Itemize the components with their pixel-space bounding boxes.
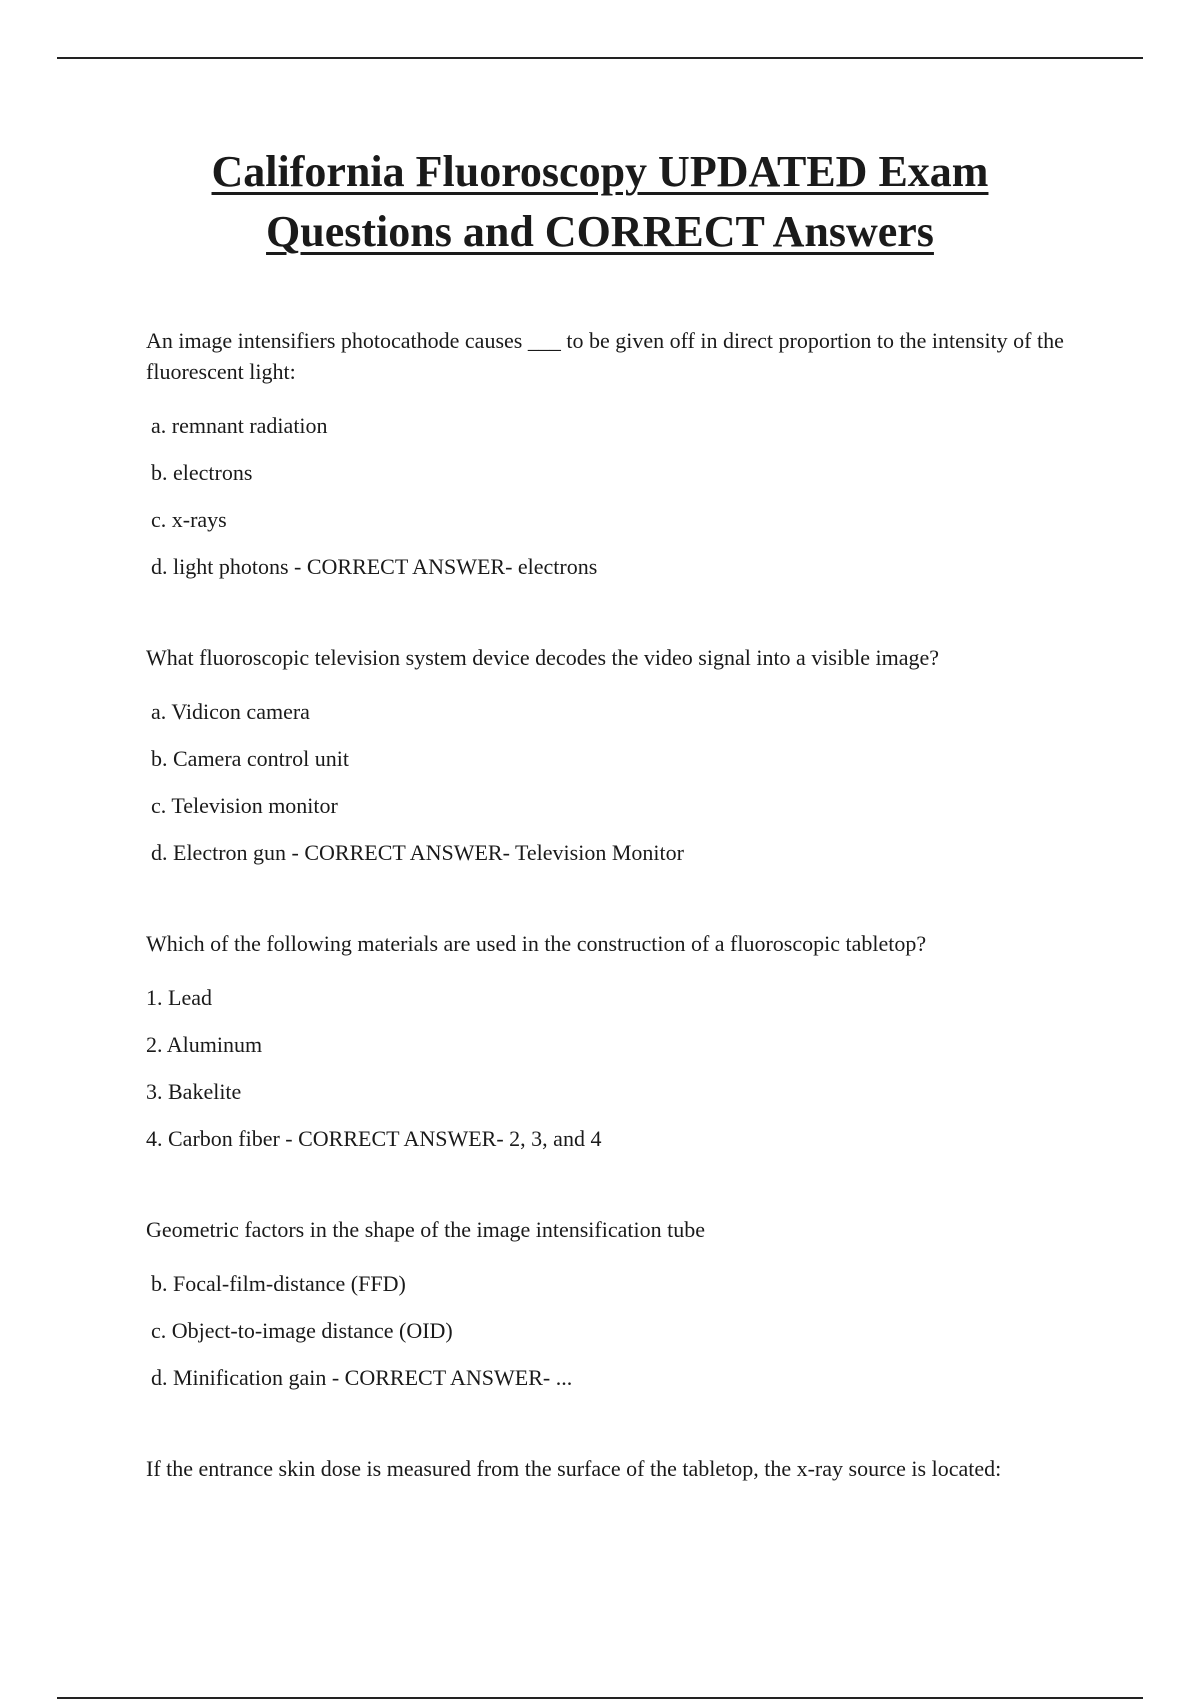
question-1 [146, 325, 1106, 590]
option-4-with-answer: 4. Carbon fiber - CORRECT ANSWER- 2, 3, and 4 [146, 1126, 602, 1151]
option-d-with-answer: d. Minification gain - CORRECT ANSWER- ... [151, 1365, 573, 1390]
option-1: 1. Lead [146, 985, 212, 1010]
option-b: b. Focal-film-distance (FFD) [151, 1271, 406, 1296]
option-b: b. Camera control unit [151, 746, 349, 771]
question-text: Which of the following materials are used in the construction of a fluoroscopic tabletop? [146, 931, 927, 956]
bottom-rule [57, 1697, 1143, 1699]
option-c: c. x-rays [151, 507, 227, 532]
document-title [100, 142, 1100, 262]
option-c: c. Object-to-image distance (OID) [151, 1318, 453, 1343]
question-4 [146, 1214, 1106, 1401]
question-text: Geometric factors in the shape of the image intensification tube [146, 1217, 705, 1242]
option-a: a. Vidicon camera [151, 699, 310, 724]
option-b: b. electrons [151, 460, 253, 485]
top-rule [57, 57, 1143, 59]
question-text: If the entrance skin dose is measured from the surface of the tabletop, the x-ray source is located: [146, 1456, 1002, 1481]
title-line-2: Questions and CORRECT Answers [266, 207, 934, 256]
question-5 [146, 1453, 1106, 1484]
question-2 [146, 642, 1106, 876]
option-3: 3. Bakelite [146, 1079, 242, 1104]
option-c: c. Television monitor [151, 793, 338, 818]
option-d-with-answer: d. Electron gun - CORRECT ANSWER- Television Monitor [151, 840, 684, 865]
question-text: An image intensifiers photocathode causes ___ to be given off in direct proportion to the intensity of the fluorescent light: [146, 328, 1064, 384]
question-list [146, 325, 1106, 1536]
question-3 [146, 928, 1106, 1162]
question-text: What fluoroscopic television system device decodes the video signal into a visible image? [146, 645, 939, 670]
title-line-1: California Fluoroscopy UPDATED Exam [211, 147, 989, 196]
option-d-with-answer: d. light photons - CORRECT ANSWER- electrons [151, 554, 598, 579]
option-a: a. remnant radiation [151, 413, 328, 438]
option-2: 2. Aluminum [146, 1032, 263, 1057]
